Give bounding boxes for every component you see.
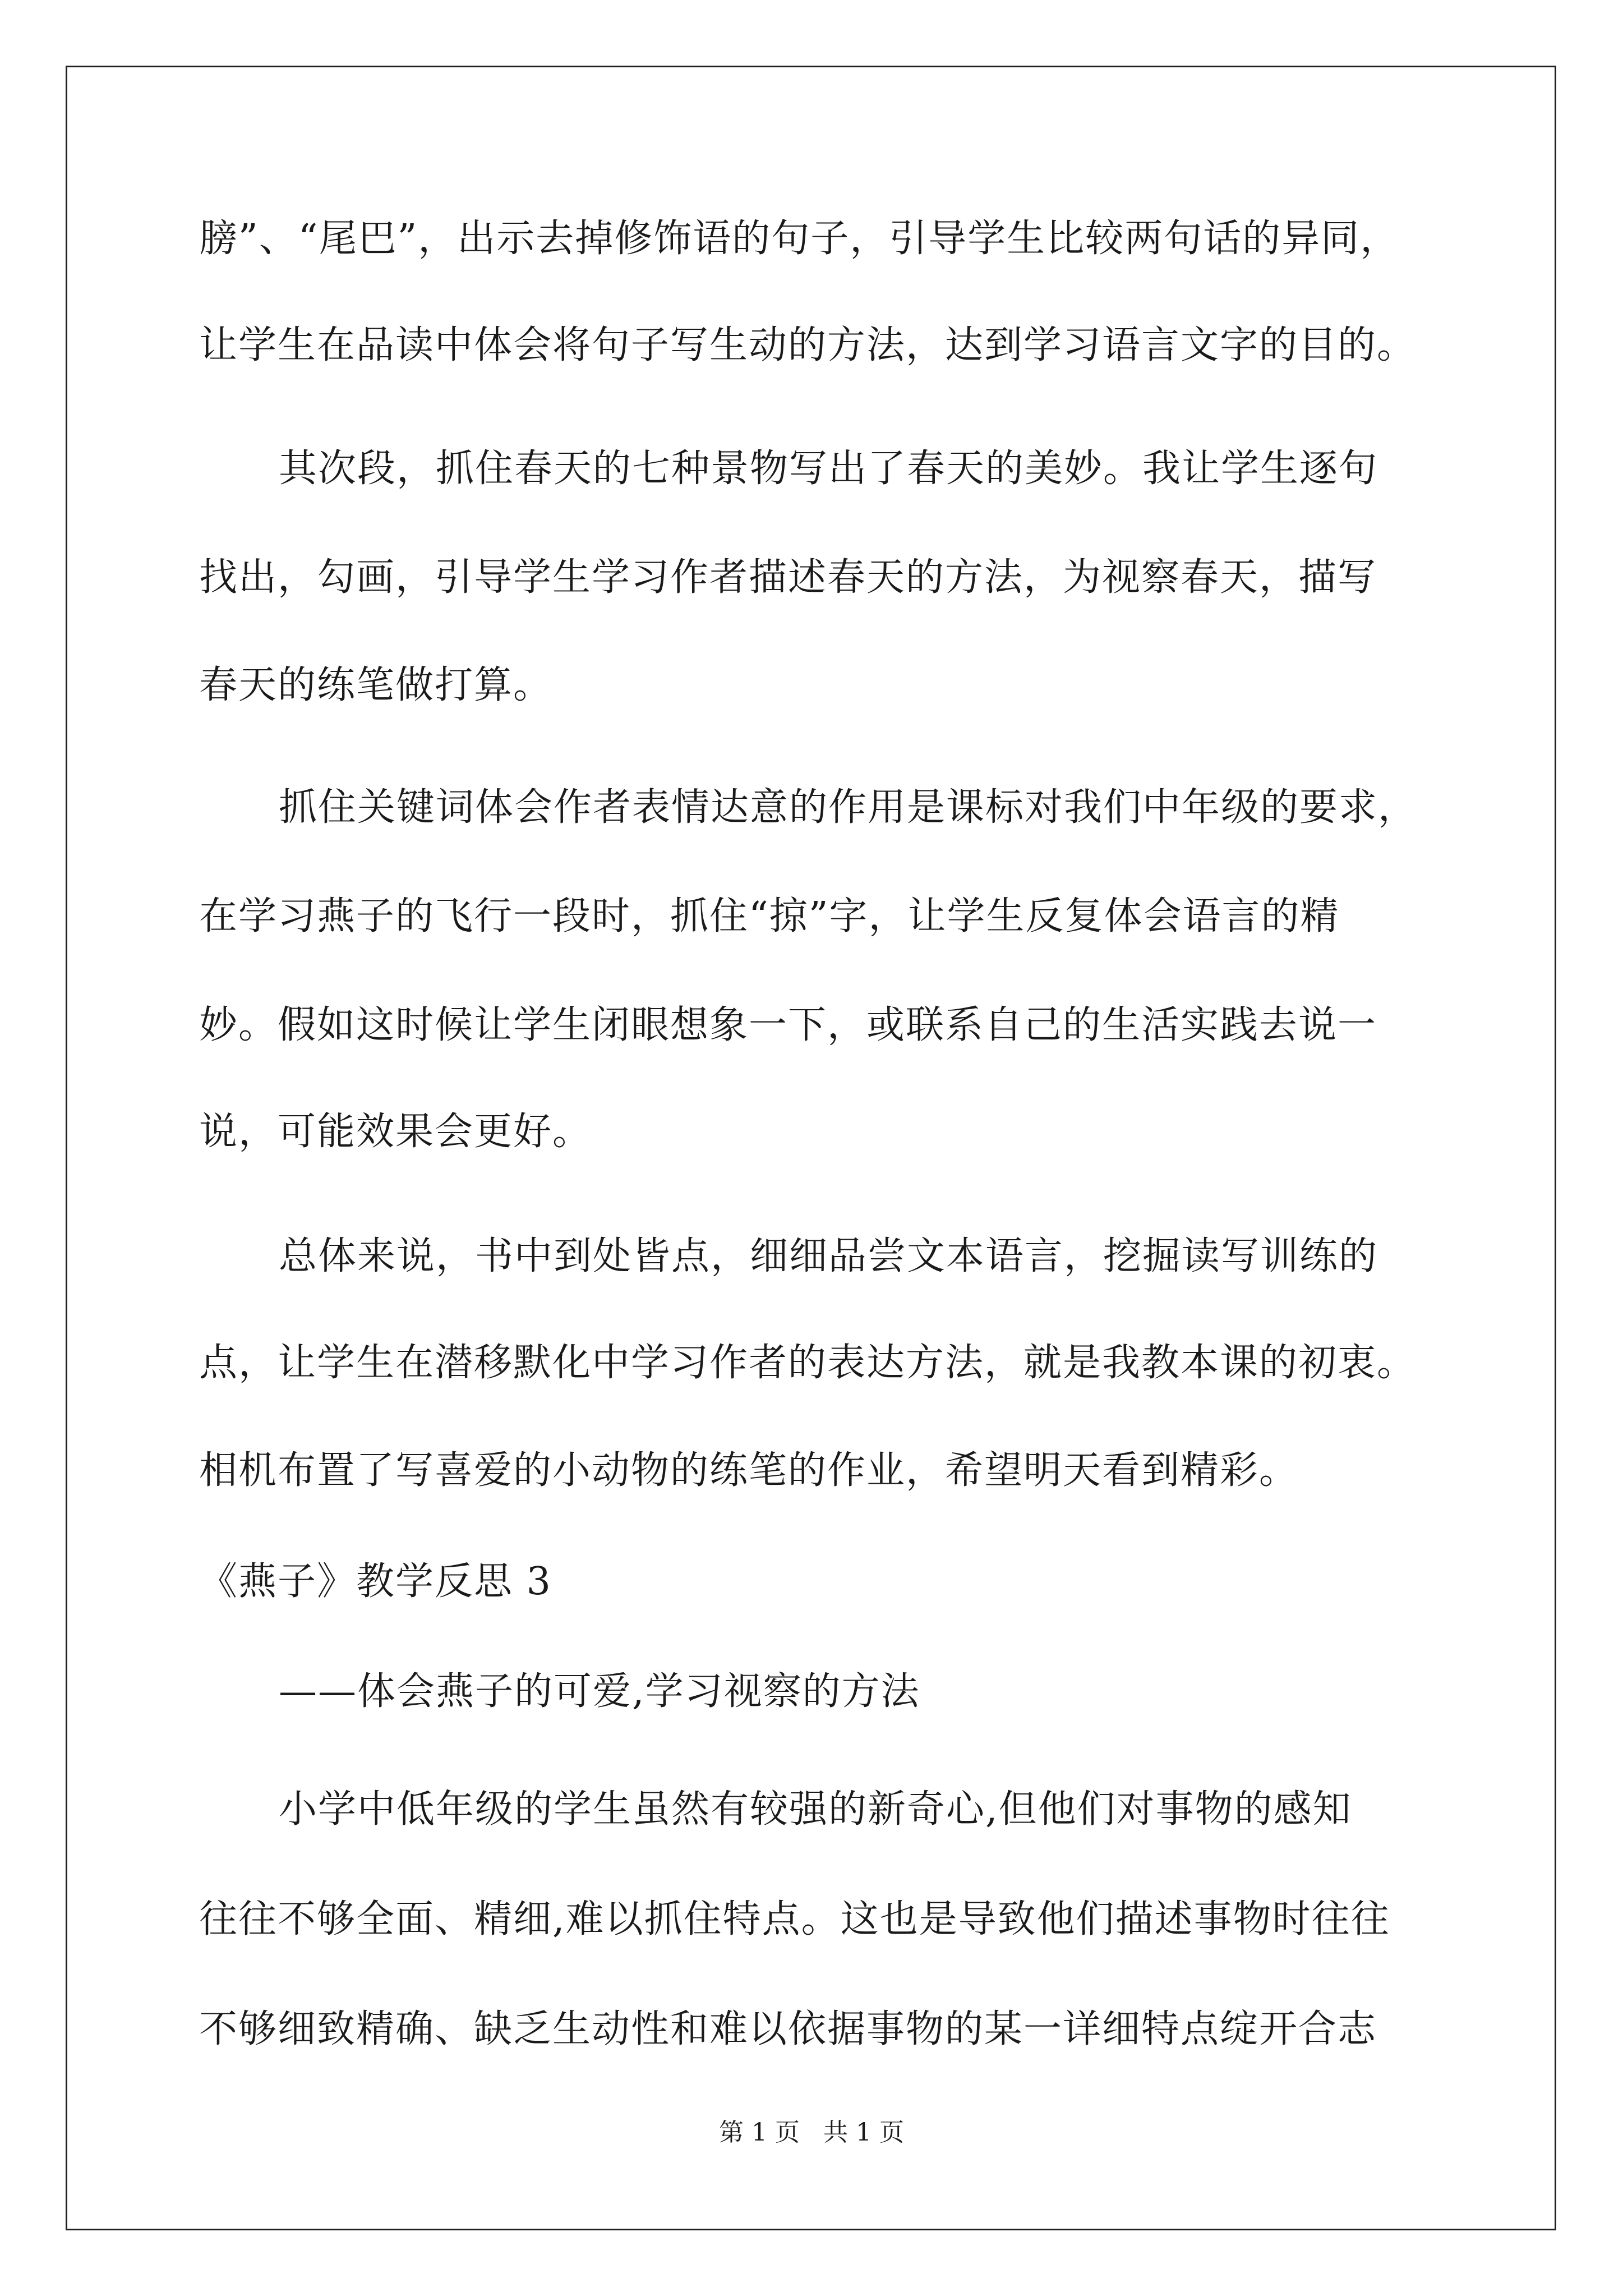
section-heading: 《燕子》教学反思 3: [199, 1559, 552, 1604]
paragraph-start-line: 抓住关键词体会作者表情达意的作用是课标对我们中年级的要求，: [279, 785, 1418, 830]
body-text-line: 春天的练笔做打算。: [199, 663, 553, 707]
body-text-line: 妙。假如这时候让学生闭眼想象一下，或联系自己的生活实践去说一: [199, 1003, 1377, 1047]
body-text-line: 在学习燕子的飞行一段时，抓住“掠”字，让学生反复体会语言的精: [199, 894, 1340, 938]
body-text-line: 点，让学生在潜移默化中学习作者的表达方法，就是我教本课的初衷。: [199, 1341, 1417, 1385]
body-text-line: 让学生在品读中体会将句子写生动的方法，达到学习语言文字的目的。: [199, 323, 1417, 367]
body-text-line: 找出，勾画，引导学生学习作者描述春天的方法，为视察春天，描写: [199, 555, 1377, 600]
paragraph-start-line: 其次段，抓住春天的七种景物写出了春天的美妙。我让学生逐句: [279, 447, 1378, 491]
body-text-line: 不够细致精确、缺乏生动性和难以依据事物的某一详细特点绽开合志: [199, 2007, 1377, 2051]
body-text-line: 往往不够全面、精细,难以抓住特点。这也是导致他们描述事物时往往: [199, 1897, 1390, 1941]
body-text-line: 相机布置了写喜爱的小动物的练笔的作业，希望明天看到精彩。: [199, 1448, 1299, 1493]
section-subtitle: ——体会燕子的可爱,学习视察的方法: [279, 1669, 920, 1714]
body-text-line: 膀”、“尾巴”，出示去掉修饰语的句子，引导学生比较两句话的异同，: [199, 217, 1400, 261]
body-text-line: 说，可能效果会更好。: [199, 1110, 592, 1154]
paragraph-start-line: 小学中低年级的学生虽然有较强的新奇心,但他们对事物的感知: [279, 1787, 1352, 1832]
paragraph-start-line: 总体来说，书中到处皆点，细细品尝文本语言，挖掘读写训练的: [279, 1234, 1378, 1278]
page-footer: 第 1 页 共 1 页: [719, 2118, 904, 2147]
